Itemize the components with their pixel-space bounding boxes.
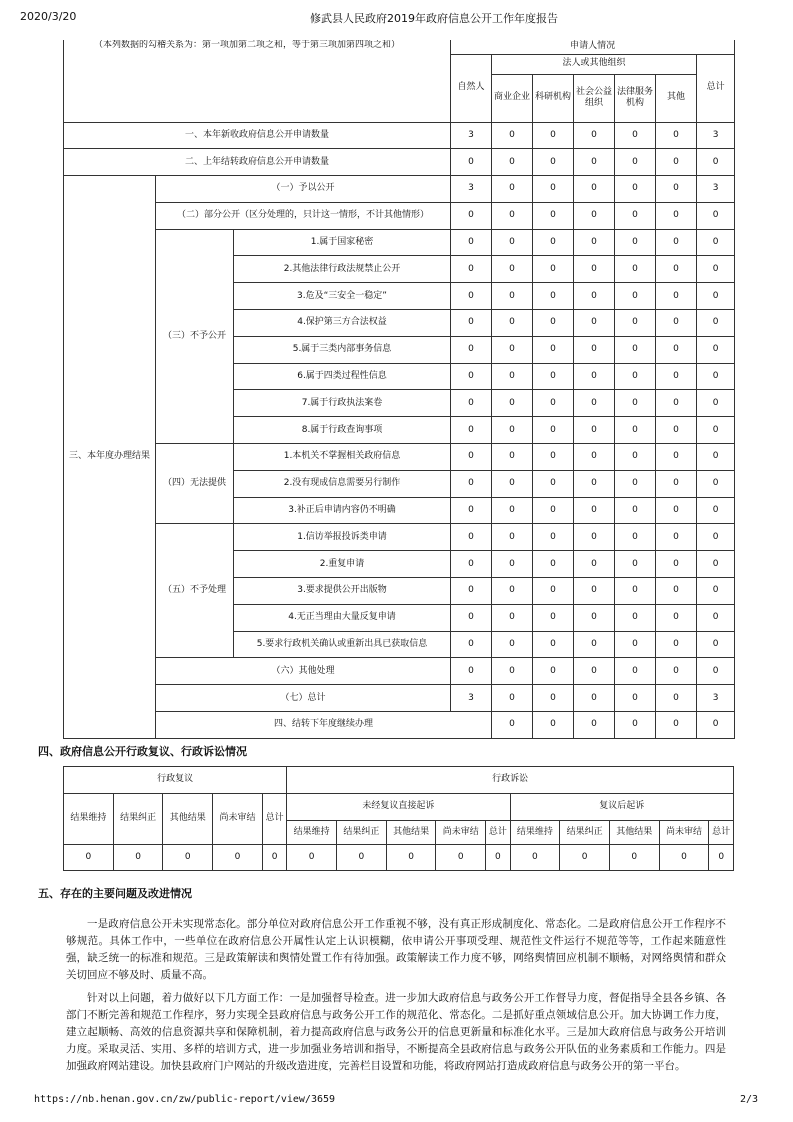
value-cell: 0: [615, 417, 656, 444]
value-cell: 0: [697, 470, 735, 497]
value-cell: 0: [492, 631, 533, 658]
row-label: 2.重复申请: [234, 551, 451, 578]
org-type-header: 其他: [656, 74, 697, 122]
row-label: 8.属于行政查询事项: [234, 417, 451, 444]
value-cell: 0: [656, 444, 697, 471]
value-cell: 0: [574, 390, 615, 417]
value-cell: 0: [533, 712, 574, 739]
row-label: 2.没有现成信息需要另行制作: [234, 470, 451, 497]
value-cell: 0: [615, 497, 656, 524]
value-cell: 0: [656, 685, 697, 712]
natural-person-header: 自然人: [451, 54, 492, 122]
value-cell: 0: [574, 444, 615, 471]
value-cell: 0: [656, 631, 697, 658]
value-cell: 0: [656, 149, 697, 176]
row-label: 7.属于行政执法案卷: [234, 390, 451, 417]
value-cell: 0: [656, 551, 697, 578]
value-cell: 0: [451, 658, 492, 685]
table-row: [64, 712, 735, 739]
value-cell: 0: [451, 336, 492, 363]
value-cell: 0: [697, 497, 735, 524]
value-cell: 0: [615, 444, 656, 471]
value-cell: 0: [492, 685, 533, 712]
value-cell: 0: [697, 336, 735, 363]
applicant-header: 申请人情况: [451, 40, 735, 54]
value-cell: 0: [656, 310, 697, 337]
value-cell: 0: [697, 202, 735, 229]
value-cell: 0: [451, 363, 492, 390]
row-label: 3.补正后申请内容仍不明确: [234, 497, 451, 524]
value-cell: 0: [574, 417, 615, 444]
col-header: 结果维持: [287, 821, 337, 845]
value-cell: 0: [451, 149, 492, 176]
col-header: 尚未审结: [659, 821, 709, 845]
improvements-paragraph: 针对以上问题，着力做好以下几方面工作：一是加强督导检查。进一步加大政府信息与政务公开工作督导力度，督促指导全县各乡镇、各部门不断完善和规范工作程序，努力实现全县政府信息与政务公开工作的规范化、常态化。二是抓好重点领域信息公开。加大协调工作力度，建立起顺畅、高效的信息资源共享和保障机制，着力提高政府信息与政务公开的信息更新量和标准化水平。三是加大政府信息与政务公开培训力度。采取灵活、实用、多样的培训方式，进一步加强业务培训和指导，不断提高全县政府信息与政务公开队伍的业务素质和工作能力。四是加强政府网站建设。加快县政府门户网站的升级改造进度，完善栏目设置和功能，将政府网站打造成政府信息与政务公开的第一平台。: [66, 992, 726, 1072]
table-row: [64, 202, 735, 229]
value-cell: 0: [492, 363, 533, 390]
value-cell: 0: [615, 685, 656, 712]
value-cell: 0: [656, 578, 697, 605]
value-cell: 0: [533, 631, 574, 658]
value-cell: 0: [615, 604, 656, 631]
value-cell: 0: [492, 551, 533, 578]
value-cell: 0: [492, 497, 533, 524]
value-cell: 0: [574, 631, 615, 658]
value-cell: 0: [656, 604, 697, 631]
value-cell: 0: [386, 845, 436, 871]
row-label: 5.要求行政机关确认或重新出具已获取信息: [234, 631, 451, 658]
value-cell: 0: [574, 256, 615, 283]
row-label: 4.保护第三方合法权益: [234, 310, 451, 337]
row-label: （六）其他处理: [156, 658, 451, 685]
admin-litigation-header: 行政诉讼: [287, 767, 734, 794]
footer-page-number: 2/3: [740, 1094, 759, 1105]
col-header: 结果纠正: [560, 821, 610, 845]
value-cell: 0: [615, 202, 656, 229]
value-cell: 0: [574, 202, 615, 229]
value-cell: 0: [574, 229, 615, 256]
row-label: 二、上年结转政府信息公开申请数量: [64, 149, 451, 176]
col-header: 其他结果: [163, 794, 213, 845]
row-label: 1.信访举报投诉类申请: [234, 524, 451, 551]
value-cell: 0: [451, 256, 492, 283]
row-label: 1.属于国家秘密: [234, 229, 451, 256]
value-cell: 0: [533, 417, 574, 444]
value-cell: 0: [615, 149, 656, 176]
value-cell: 0: [510, 845, 560, 871]
value-cell: 0: [697, 524, 735, 551]
value-cell: 0: [64, 845, 114, 871]
col-header: 总计: [262, 794, 286, 845]
review-litigation-table: [63, 766, 734, 871]
value-cell: 0: [615, 631, 656, 658]
value-cell: 3: [451, 685, 492, 712]
org-type-header: 法律服务机构: [615, 74, 656, 122]
value-cell: 0: [451, 578, 492, 605]
value-cell: 0: [656, 176, 697, 203]
application-table: [63, 40, 735, 739]
value-cell: 0: [560, 845, 610, 871]
value-cell: 0: [451, 283, 492, 310]
value-cell: 0: [574, 122, 615, 149]
value-cell: 0: [533, 497, 574, 524]
value-cell: 0: [615, 524, 656, 551]
problems-paragraph: 一是政府信息公开未实现常态化。部分单位对政府信息公开工作重视不够，没有真正形成制度化、常态化。二是政府信息公开工作程序不够规范。具体工作中，一些单位在政府信息公开属性认定上认识模糊，依申请公开事项受理、规范性文件运行不规范等等，工作起来随意性强，缺乏统一的标准和规范。三是政策解读和舆情处置工作有待加强。政策解读工作力度不够，网络舆情回应机制不顺畅，对网络舆情和群众关切回应不够及时、质量不高。: [66, 918, 726, 981]
value-cell: 0: [492, 149, 533, 176]
value-cell: 0: [492, 122, 533, 149]
value-cell: 0: [436, 845, 486, 871]
value-cell: 0: [492, 712, 533, 739]
value-cell: 0: [656, 390, 697, 417]
row-label: 1.本机关不掌握相关政府信息: [234, 444, 451, 471]
value-cell: 0: [451, 444, 492, 471]
value-cell: 0: [451, 497, 492, 524]
table-note: （本列数据的勾稽关系为：第一项加第二项之和，等于第三项加第四项之和）: [64, 40, 451, 122]
value-cell: 0: [533, 176, 574, 203]
table-row: [64, 685, 735, 712]
value-cell: 0: [451, 202, 492, 229]
value-cell: 0: [615, 176, 656, 203]
value-cell: 0: [486, 845, 510, 871]
value-cell: 0: [656, 712, 697, 739]
value-cell: 0: [492, 417, 533, 444]
value-cell: 0: [697, 283, 735, 310]
result-group-label: 三、本年度办理结果: [64, 176, 156, 739]
value-cell: 0: [574, 363, 615, 390]
col-header: 尚未审结: [436, 821, 486, 845]
after-review-header: 复议后起诉: [510, 794, 734, 821]
value-cell: 0: [615, 390, 656, 417]
admin-review-header: 行政复议: [64, 767, 287, 794]
value-cell: 0: [574, 283, 615, 310]
value-cell: 0: [213, 845, 263, 871]
value-cell: 0: [615, 470, 656, 497]
value-cell: 0: [656, 363, 697, 390]
value-cell: 0: [533, 658, 574, 685]
subgroup-label: （三）不予公开: [156, 229, 234, 443]
col-header: 结果维持: [64, 794, 114, 845]
value-cell: 0: [533, 578, 574, 605]
value-cell: 0: [533, 604, 574, 631]
value-cell: 0: [113, 845, 163, 871]
value-cell: 0: [533, 310, 574, 337]
value-cell: 0: [615, 283, 656, 310]
value-cell: 0: [615, 658, 656, 685]
value-cell: 0: [492, 444, 533, 471]
value-cell: 0: [697, 417, 735, 444]
value-cell: 0: [287, 845, 337, 871]
col-header: 结果维持: [510, 821, 560, 845]
row-label: 6.属于四类过程性信息: [234, 363, 451, 390]
row-label: 3.危及“三安全一稳定”: [234, 283, 451, 310]
footer-url[interactable]: https://nb.henan.gov.cn/zw/public-report/view/3659: [34, 1094, 336, 1105]
table-row: [64, 229, 735, 256]
value-cell: 0: [492, 578, 533, 605]
table-row: [64, 176, 735, 203]
org-type-header: 社会公益组织: [574, 74, 615, 122]
total-header: 总计: [697, 54, 735, 122]
value-cell: 0: [656, 658, 697, 685]
value-cell: 0: [337, 845, 387, 871]
value-cell: 0: [709, 845, 734, 871]
value-cell: 0: [574, 551, 615, 578]
org-type-header: 科研机构: [533, 74, 574, 122]
col-header: 尚未审结: [213, 794, 263, 845]
row-label: 4.无正当理由大量反复申请: [234, 604, 451, 631]
value-cell: 0: [574, 604, 615, 631]
table-row: [64, 524, 735, 551]
col-header: 其他结果: [609, 821, 659, 845]
value-cell: 0: [492, 310, 533, 337]
row-label: （二）部分公开（区分处理的，只计这一情形，不计其他情形）: [156, 202, 451, 229]
legal-org-header: 法人或其他组织: [492, 54, 697, 74]
value-cell: 3: [451, 122, 492, 149]
value-cell: 0: [262, 845, 286, 871]
header-date: 2020/3/20: [20, 10, 77, 23]
value-cell: 0: [697, 363, 735, 390]
value-cell: 3: [697, 685, 735, 712]
value-cell: 0: [697, 631, 735, 658]
value-cell: 0: [492, 604, 533, 631]
value-cell: 0: [656, 497, 697, 524]
col-header: 结果纠正: [113, 794, 163, 845]
value-cell: 0: [492, 336, 533, 363]
value-cell: 0: [533, 229, 574, 256]
value-cell: 0: [533, 202, 574, 229]
col-header: 总计: [709, 821, 734, 845]
value-cell: 0: [656, 470, 697, 497]
row-label: 一、本年新收政府信息公开申请数量: [64, 122, 451, 149]
value-cell: 0: [574, 149, 615, 176]
value-cell: 0: [697, 229, 735, 256]
row-label: （七）总计: [156, 685, 451, 712]
table-row: [64, 444, 735, 471]
value-cell: 0: [697, 256, 735, 283]
value-cell: 0: [615, 122, 656, 149]
value-cell: 0: [574, 578, 615, 605]
value-cell: 0: [697, 444, 735, 471]
value-cell: 0: [533, 256, 574, 283]
value-cell: 0: [492, 176, 533, 203]
value-cell: 0: [533, 283, 574, 310]
value-cell: 0: [533, 390, 574, 417]
col-header: 总计: [486, 821, 510, 845]
col-header: 结果纠正: [337, 821, 387, 845]
value-cell: 0: [451, 390, 492, 417]
value-cell: 3: [697, 176, 735, 203]
value-cell: 0: [451, 631, 492, 658]
value-cell: 0: [615, 712, 656, 739]
value-cell: 0: [492, 283, 533, 310]
row-label: 5.属于三类内部事务信息: [234, 336, 451, 363]
value-cell: 0: [451, 604, 492, 631]
value-cell: 0: [451, 470, 492, 497]
col-header: 其他结果: [386, 821, 436, 845]
value-cell: 0: [574, 658, 615, 685]
value-cell: 0: [615, 310, 656, 337]
value-cell: 0: [656, 524, 697, 551]
value-cell: 0: [533, 122, 574, 149]
direct-litigation-header: 未经复议直接起诉: [287, 794, 510, 821]
subgroup-label: （五）不予处理: [156, 524, 234, 658]
value-cell: 0: [533, 470, 574, 497]
table-row: [64, 658, 735, 685]
value-cell: 0: [533, 336, 574, 363]
value-cell: 0: [615, 256, 656, 283]
value-cell: 0: [656, 229, 697, 256]
value-cell: 0: [656, 417, 697, 444]
value-cell: 0: [533, 685, 574, 712]
value-cell: 3: [697, 122, 735, 149]
value-cell: 0: [451, 524, 492, 551]
value-cell: 0: [574, 336, 615, 363]
value-cell: 0: [492, 229, 533, 256]
row-label: 2.其他法律行政法规禁止公开: [234, 256, 451, 283]
value-cell: 0: [656, 283, 697, 310]
value-cell: 0: [697, 604, 735, 631]
value-cell: 0: [656, 336, 697, 363]
value-cell: 0: [574, 524, 615, 551]
value-cell: 0: [533, 149, 574, 176]
value-cell: 0: [492, 256, 533, 283]
value-cell: 0: [451, 310, 492, 337]
value-cell: 0: [574, 470, 615, 497]
table-row: [64, 122, 735, 149]
value-cell: 0: [697, 310, 735, 337]
value-cell: 0: [451, 229, 492, 256]
value-cell: 0: [533, 444, 574, 471]
value-cell: 0: [451, 551, 492, 578]
value-cell: 0: [451, 417, 492, 444]
value-cell: 0: [492, 524, 533, 551]
row-label: （一）予以公开: [156, 176, 451, 203]
value-cell: 0: [574, 712, 615, 739]
section4-title: 四、政府信息公开行政复议、行政诉讼情况: [38, 745, 247, 758]
value-cell: 0: [615, 336, 656, 363]
value-cell: 0: [697, 712, 735, 739]
section5-title: 五、存在的主要问题及改进情况: [38, 887, 192, 900]
value-cell: 0: [492, 658, 533, 685]
value-cell: 0: [697, 551, 735, 578]
value-cell: 0: [533, 551, 574, 578]
value-cell: 3: [451, 176, 492, 203]
value-cell: 0: [574, 685, 615, 712]
value-cell: 0: [615, 229, 656, 256]
table-row: [64, 149, 735, 176]
value-cell: 0: [659, 845, 709, 871]
value-cell: 0: [615, 551, 656, 578]
header-title: 修武县人民政府2019年政府信息公开工作年度报告: [310, 12, 558, 25]
value-cell: 0: [574, 497, 615, 524]
value-cell: 0: [492, 202, 533, 229]
value-cell: 0: [574, 310, 615, 337]
org-type-header: 商业企业: [492, 74, 533, 122]
row-label: 3.要求提供公开出版物: [234, 578, 451, 605]
value-cell: 0: [656, 256, 697, 283]
value-cell: 0: [697, 149, 735, 176]
value-cell: 0: [615, 578, 656, 605]
value-cell: 0: [574, 176, 615, 203]
value-cell: 0: [533, 363, 574, 390]
subgroup-label: （四）无法提供: [156, 444, 234, 524]
row-label: 四、结转下年度继续办理: [156, 712, 492, 739]
value-cell: 0: [533, 524, 574, 551]
value-cell: 0: [163, 845, 213, 871]
value-cell: 0: [615, 363, 656, 390]
value-cell: 0: [656, 202, 697, 229]
value-cell: 0: [656, 122, 697, 149]
value-cell: 0: [697, 390, 735, 417]
value-cell: 0: [492, 390, 533, 417]
value-cell: 0: [697, 658, 735, 685]
value-cell: 0: [492, 470, 533, 497]
value-cell: 0: [697, 578, 735, 605]
value-cell: 0: [609, 845, 659, 871]
